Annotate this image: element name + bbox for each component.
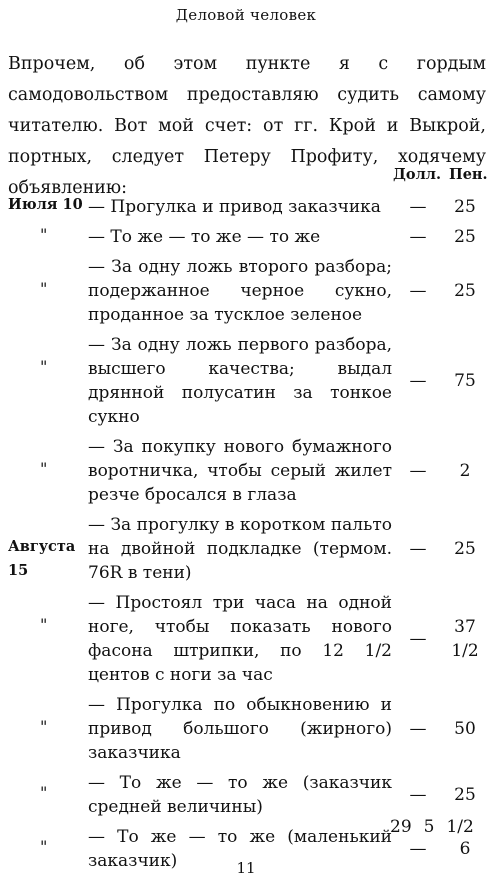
row-ditto-mark: ": [40, 225, 48, 244]
row-pence: 37 1/2: [451, 617, 479, 661]
table-row: [0, 193, 492, 221]
row-dollars: —: [409, 839, 427, 859]
row-description: — То же — то же — то же: [88, 227, 321, 247]
row-ditto-mark: ": [40, 837, 48, 856]
total-pence: 5: [423, 817, 435, 837]
row-ditto-mark: ": [40, 279, 48, 298]
row-description: — Прогулка и привод заказчика: [88, 197, 381, 217]
table-row: [0, 433, 492, 509]
table-row: [0, 589, 492, 689]
running-head: Деловой человек: [175, 6, 317, 24]
column-header-dollars: Долл.: [393, 166, 442, 183]
row-date: Августа 15: [8, 538, 76, 579]
row-dollars: —: [409, 371, 427, 391]
row-description: — То же — то же (маленький заказчик): [88, 827, 392, 871]
column-header-pence: Пен.: [449, 166, 488, 183]
table-row: [0, 691, 492, 767]
row-dollars: —: [409, 785, 427, 805]
page-number: 11: [236, 859, 256, 877]
row-description: — То же — то же (заказчик средней величины): [88, 773, 392, 817]
row-dollars: —: [409, 197, 427, 217]
table-row: [0, 253, 492, 329]
row-description: — Простоял три часа на одной ноге, чтобы показать нового фасона штрипки, по 12 1/2 центов с ноги за час: [88, 593, 392, 685]
row-ditto-mark: ": [40, 357, 48, 376]
table-row: [0, 769, 492, 821]
row-description: — За покупку нового бумажного воротничка, чтобы серый жилет резче бросался в глаза: [88, 437, 392, 505]
row-dollars: —: [409, 719, 427, 739]
row-pence: 25: [454, 281, 476, 301]
row-dollars: —: [409, 227, 427, 247]
table-row: [0, 511, 492, 587]
table-row: [0, 331, 492, 431]
total-dollars: 29: [390, 817, 412, 837]
row-pence: 2: [459, 461, 471, 481]
row-pence: 25: [454, 227, 476, 247]
account-total: [390, 817, 486, 837]
row-pence: 6: [459, 839, 471, 859]
row-dollars: —: [409, 461, 427, 481]
row-pence: 25: [454, 539, 476, 559]
row-dollars: —: [409, 539, 427, 559]
total-pence-fraction: 1/2: [446, 817, 474, 837]
row-ditto-mark: ": [40, 615, 48, 634]
intro-paragraph: Впрочем, об этом пункте я с гордым самодовольством предоставляю судить самому читателю. Вот мой счет: от гг. Крой и Выкрой, портных, следует Петеру Профиту, ходячему объявлению:: [8, 54, 486, 198]
row-pence: 50: [454, 719, 476, 739]
row-pence: 25: [454, 785, 476, 805]
row-pence: 75: [454, 371, 476, 391]
row-dollars: —: [409, 281, 427, 301]
row-ditto-mark: ": [40, 459, 48, 478]
row-pence: 25: [454, 197, 476, 217]
row-description: — Прогулка по обыкновению и привод большого (жирного) заказчика: [88, 695, 392, 763]
row-ditto-mark: ": [40, 717, 48, 736]
row-description: — За прогулку в коротком пальто на двойной подкладке (термом. 76R в тени): [88, 515, 392, 583]
row-dollars: —: [409, 629, 427, 649]
row-date: Июля 10: [8, 196, 83, 213]
table-row: [0, 223, 492, 251]
row-description: — За одну ложь первого разбора, высшего качества; выдал дрянной полусатин за тонкое сукно: [88, 335, 392, 427]
account-table: [0, 193, 492, 875]
row-description: — За одну ложь второго разбора; подержанное черное сукно, проданное за тусклое зеленое: [88, 257, 392, 325]
row-ditto-mark: ": [40, 783, 48, 802]
